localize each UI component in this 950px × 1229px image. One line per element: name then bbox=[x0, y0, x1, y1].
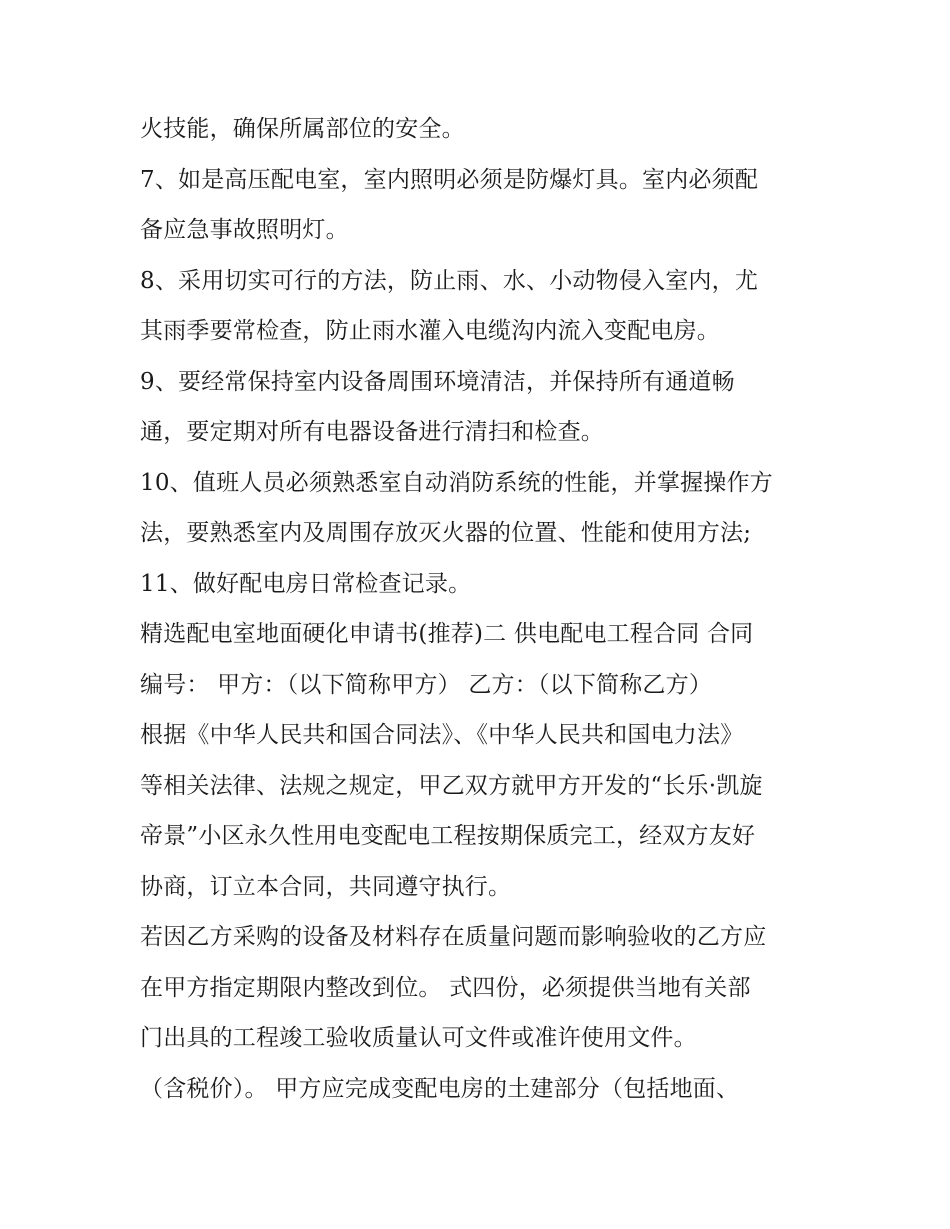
text-line: 火技能，确保所属部位的安全。 bbox=[140, 116, 465, 142]
text-line: 10、值班人员必须熟悉室自动消防系统的性能，并掌握操作方 bbox=[140, 470, 773, 496]
text-line: 11、做好配电房日常检查记录。 bbox=[140, 571, 472, 597]
text-line: 7、如是高压配电室，室内照明必须是防爆灯具。室内必须配 bbox=[140, 167, 759, 193]
text-line: 其雨季要常检查，防止雨水灌入电缆沟内流入变配电房。 bbox=[140, 318, 720, 344]
text-line: 根据《中华人民共和国合同法》、《中华人民共和国电力法》 bbox=[140, 722, 744, 748]
text-line: 门出具的工程竣工验收质量认可文件或准许使用文件。 bbox=[140, 1025, 697, 1051]
text-line: 帝景”小区永久性用电变配电工程按期保质完工，经双方友好 bbox=[140, 823, 756, 849]
text-line: 精选配电室地面硬化申请书(推荐)二 供电配电工程合同 合同 bbox=[140, 621, 754, 647]
text-line: 8、采用切实可行的方法，防止雨、水、小动物侵入室内，尤 bbox=[140, 268, 759, 294]
text-line: 若因乙方采购的设备及材料存在质量问题而影响验收的乙方应 bbox=[140, 924, 767, 950]
text-line: 通，要定期对所有电器设备进行清扫和检查。 bbox=[140, 419, 604, 445]
text-line: 在甲方指定期限内整改到位。 式四份，必须提供当地有关部 bbox=[140, 975, 751, 1001]
text-line: 协商，订立本合同，共同遵守执行。 bbox=[140, 874, 512, 900]
text-line: 备应急事故照明灯。 bbox=[140, 217, 349, 243]
text-line: 法，要熟悉室内及周围存放灭火器的位置、性能和使用方法; bbox=[140, 520, 752, 546]
text-line: 编号： 甲方：（以下简称甲方） 乙方：（以下简称乙方） bbox=[140, 672, 713, 698]
text-line: 等相关法律、法规之规定，甲乙双方就甲方开发的“长乐·凯旋 bbox=[140, 773, 763, 799]
text-line: 9、要经常保持室内设备周围环境清洁，并保持所有通道畅 bbox=[140, 369, 735, 395]
text-line: （含税价）。 甲方应完成变配电房的土建部分（包括地面、 bbox=[140, 1076, 740, 1102]
